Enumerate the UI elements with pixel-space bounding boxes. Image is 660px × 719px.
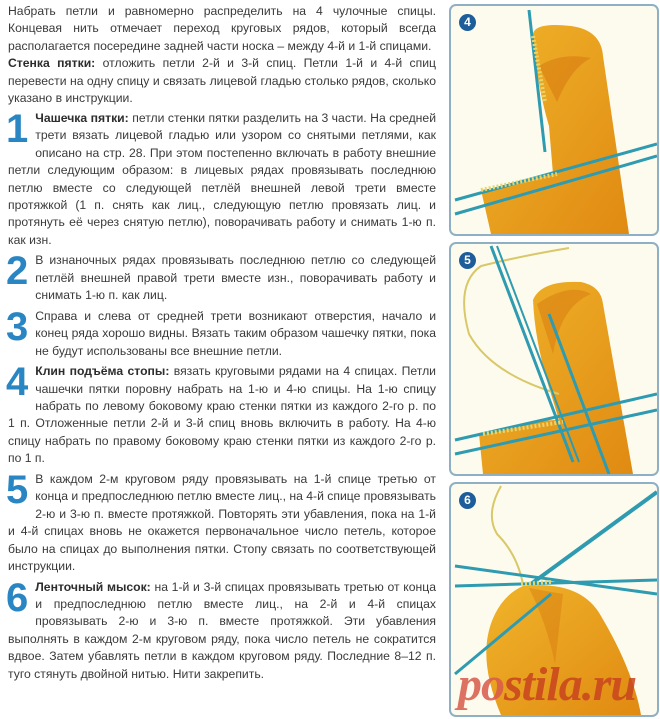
step-badge: 6 — [459, 492, 476, 509]
instructions-column — [8, 3, 436, 683]
illustration-panel-4 — [449, 4, 659, 236]
intro-paragraph: Набрать петли и равномерно распределить на 4 чулочные спицы. Концевая нить отмечает переход круговых рядов, который всегда располагается посередине задней части носка – между 4-й и 1-й спицами. — [8, 4, 436, 53]
step-text: Справа и слева от средней трети возникают отверстия, начало и конец ряда хорошо видны. Вязать таким образом чашечку пятки, пока не будут использованы все внешние петли. — [35, 308, 436, 358]
step-number: 6 — [6, 575, 29, 620]
step-text: на 1-й и 3-й спицах провязывать третью от конца и предпоследнюю петлю вместе лиц., на 2-й и 4-й спицах провязывать 2-ю и 3-ю п. вместе протяжкой. Эти убавления выполнять в каждом 2-м круговом ряду, пока число петель не сократится вдвое. Затем убавлять петли в каждом круговом ряду. Последние 8–12 п. туго стянуть двойной нитью. Нити закрепить. — [8, 579, 436, 681]
knitting-gusset-decrease-icon — [451, 244, 657, 474]
postila-watermark — [458, 660, 636, 710]
step-title: Клин подъёма стопы: — [35, 364, 170, 379]
step-number: 4 — [6, 360, 29, 405]
heel-wall-paragraph — [8, 55, 436, 107]
step-title: Чашечка пятки: — [35, 110, 129, 125]
step-text: вязать круговыми рядами на 4 спицах. Петли чашечки пятки поровну набрать на 1-ю и 4-ю спицы. На 1-ю спицу набрать по левому боковому краю стенки пятки из каждого 2-го р. по 1 п. Отложенные петли 2-й и 3-й спиц вновь включить в работу. На 4-ю спицу набрать по правому боковому краю стенки пятки из каждого 2-го р. по 1 п. — [8, 364, 436, 466]
step-text: В каждом 2-м круговом ряду провязывать на 1-й спице третью от конца и предпоследнюю петлю вместе лиц., на 4-й спице провязывать 2-ю и 3-ю п. вместе протяжкой. Повторять эти убавления, пока на 1-й и 4-й спицах вновь не окажется первоначальное число петель, которое было на спицах до выполнения пятки. Стопу связать по соответствующей инструкции. — [8, 471, 437, 574]
heel-wall-text: отложить петли 2-й и 3-й спиц. Петли 1-й и 4-й спиц перевести на одну спицу и связать лицевой гладью столько рядов, сколько указано в инструкции. — [8, 56, 437, 106]
step-badge: 5 — [459, 252, 476, 269]
watermark-part2: stila.ru — [504, 658, 637, 711]
knitting-heel-gusset-icon — [451, 6, 657, 234]
step-badge: 4 — [459, 14, 476, 31]
step-title: Ленточный мысок: — [35, 579, 151, 594]
step-number: 3 — [6, 304, 29, 349]
step-number: 5 — [6, 467, 29, 512]
heel-wall-title: Стенка пятки: — [8, 56, 96, 71]
step-2 — [6, 249, 436, 304]
step-3 — [6, 304, 436, 360]
step-1 — [6, 106, 437, 250]
step-text: петли стенки пятки разделить на 3 части. На средней трети вязать лицевой гладью или узором со снятыми петлями, как описано на стр. 28. При этом постепенно включать в работу внешние петли следующим образом: в лицевых рядах провязывать последнюю петлю вместе со следующей петлёй внешней левой трети вместе протяжкой (1 п. снять как лиц., следующую петлю провязать лиц. и протянуть её через снятую петлю), поворачивать работу и снимать 1-ю п. как изн. — [8, 110, 437, 247]
step-number: 1 — [6, 106, 29, 151]
step-4 — [6, 360, 436, 468]
watermark-part1: po — [458, 658, 504, 711]
step-text: В изнаночных рядах провязывать последнюю петлю со следующей петлёй внешней правой трети вместе изн., поворачивать работу и снимать 1-ю п. как лиц. — [35, 253, 436, 303]
illustration-panel-5 — [449, 242, 659, 476]
step-6 — [6, 575, 436, 684]
step-number: 2 — [6, 249, 29, 294]
step-5 — [6, 467, 437, 576]
